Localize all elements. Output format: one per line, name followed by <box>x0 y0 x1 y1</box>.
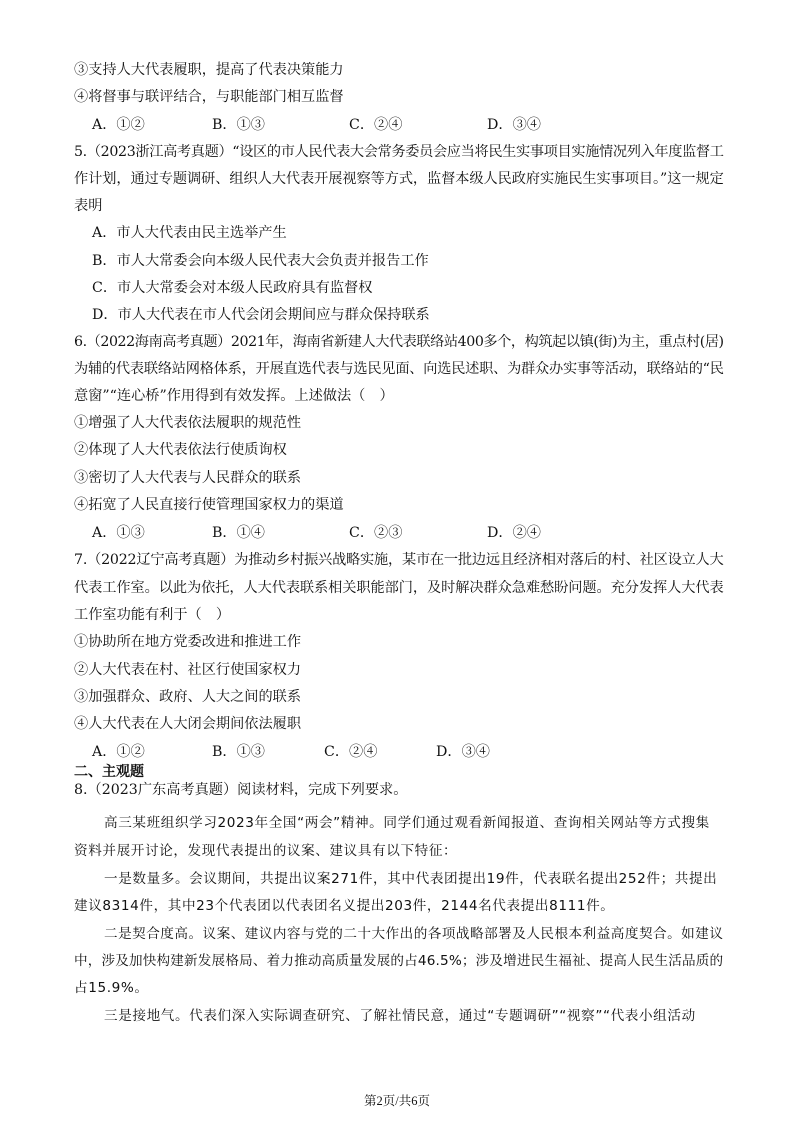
q8-material-line-7: 占15.9%。 <box>74 980 149 996</box>
q8-material-line-3: 一是数量多。会议期间，共提出议案271件，其中代表团提出19件，代表联名提出252件；共提出 <box>104 871 718 887</box>
q6-item-4: ④拓宽了人民直接行使管理国家权力的渠道 <box>74 497 344 513</box>
q7-item-3: ③加强群众、政府、人大之间的联系 <box>74 689 302 705</box>
q8-material-line-6: 中，涉及加快构建新发展格局、着力推动高质量发展的占46.5%；涉及增进民生福祉、提高人民生活品质的 <box>74 953 724 969</box>
q4-option-3: ③支持人大代表履职，提高了代表决策能力 <box>74 62 344 78</box>
q8-material-line-2: 资料并展开讨论，发现代表提出的议案、建议具有以下特征： <box>74 843 458 859</box>
q6-stem-line-1: 6.（2022海南高考真题）2021年，海南省新建人大代表联络站400多个，构筑起以镇(街)为主，重点村(居) <box>74 334 724 350</box>
q4-choice-d: D．③④ <box>487 117 541 133</box>
q4-choice-b: B．①③ <box>212 117 265 133</box>
q6-choice-b: B．①④ <box>212 525 265 541</box>
q7-stem-line-3: 工作室功能有利于（ ） <box>74 607 231 623</box>
q5-choice-a: A．市人大代表由民主选举产生 <box>92 225 287 241</box>
q7-choice-d: D．③④ <box>436 744 490 760</box>
q6-choice-d: D．②④ <box>487 525 541 541</box>
q4-choice-a: A．①② <box>92 117 145 133</box>
q8-material-line-4: 建议8314件，其中23个代表团以代表团名义提出203件，2144名代表提出8111件。 <box>74 898 615 914</box>
q7-choice-a: A．①② <box>92 744 145 760</box>
q7-stem-line-2: 代表工作室。以此为依托，人大代表联系相关职能部门，及时解决群众急难愁盼问题。充分发挥人大代表 <box>74 580 724 596</box>
q7-stem-line-1: 7.（2022辽宁高考真题）为推动乡村振兴战略实施，某市在一批边远且经济相对落后的村、社区设立人大 <box>74 552 724 568</box>
q6-item-2: ②体现了人大代表依法行使质询权 <box>74 442 287 458</box>
q8-material-line-1: 高三某班组织学习2023年全国“两会”精神。同学们通过观看新闻报道、查询相关网站等方式搜集 <box>104 815 710 831</box>
q7-item-1: ①协助所在地方党委改进和推进工作 <box>74 634 302 650</box>
q5-stem-line-3: 表明 <box>74 198 103 214</box>
page-number-footer: 第2页/共6页 <box>364 1094 430 1108</box>
q4-option-4: ④将督事与联评结合，与职能部门相互监督 <box>74 89 344 105</box>
section-heading-subjective: 二、主观题 <box>74 764 144 780</box>
q7-choice-c: C．②④ <box>324 744 378 760</box>
q8-material-line-5: 二是契合度高。议案、建议内容与党的二十大作出的各项战略部署及人民根本利益高度契合。如建议 <box>104 926 724 942</box>
q7-item-4: ④人大代表在人大闭会期间依法履职 <box>74 716 302 732</box>
q6-item-3: ③密切了人大代表与人民群众的联系 <box>74 470 302 486</box>
q6-choice-c: C．②③ <box>349 525 403 541</box>
q7-item-2: ②人大代表在村、社区行使国家权力 <box>74 662 302 678</box>
q5-stem-line-2: 作计划，通过专题调研、组织人大代表开展视察等方式，监督本级人民政府实施民生实事项目。”这一规定 <box>74 171 724 187</box>
q5-choice-d: D．市人大代表在市人代会闭会期间应与群众保持联系 <box>92 307 430 323</box>
q4-choice-c: C．②④ <box>349 117 403 133</box>
q6-stem-line-3: 意窗”“连心桥”作用得到有效发挥。上述做法（ ） <box>74 388 394 404</box>
q8-material-line-8: 三是接地气。代表们深入实际调查研究、了解社情民意，通过“专题调研”“视察”“代表小组活动 <box>104 1008 696 1024</box>
q5-choice-c: C．市人大常委会对本级人民政府具有监督权 <box>92 280 373 296</box>
q6-stem-line-2: 为辅的代表联络站网格体系，开展直选代表与选民见面、向选民述职、为群众办实事等活动，联络站的“民 <box>74 361 724 377</box>
q6-choice-a: A．①③ <box>92 525 145 541</box>
q6-item-1: ①增强了人大代表依法履职的规范性 <box>74 415 302 431</box>
q5-choice-b: B．市人大常委会向本级人民代表大会负责并报告工作 <box>92 253 429 269</box>
q8-intro: 8.（2023广东高考真题）阅读材料，完成下列要求。 <box>74 782 408 798</box>
q5-stem-line-1: 5.（2023浙江高考真题）“设区的市人民代表大会常务委员会应当将民生实事项目实施情况列入年度监督工 <box>74 144 724 160</box>
q7-choice-b: B．①③ <box>212 744 265 760</box>
